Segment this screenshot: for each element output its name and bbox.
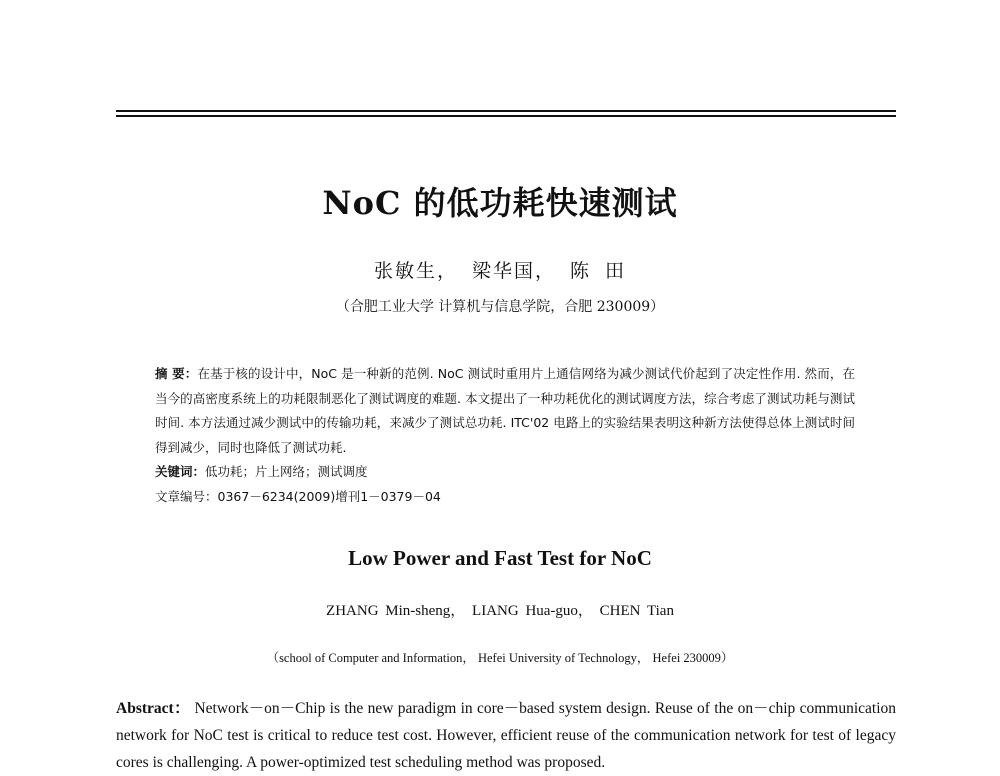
abstract-chinese-text: 在基于核的设计中，NoC 是一种新的范例. NoC 测试时重用片上通信网络为减少测试代价起到了决定性作用. 然而，在当今的高密度系统上的功耗限制恶化了测试调度的难题. 本文提出了一种功耗优化的测试调度方法，综合考虑了测试功耗与测试时间. 本方法通过减少测试中的传输功耗，来减少了测试总功耗. ITC'02 电路上的实验结果表明这种新方法使得总体上测试时间得到减少，同时也降低了测试功耗. <box>155 366 855 455</box>
title-chinese: NoC 的低功耗快速测试 <box>322 184 678 222</box>
abstract-chinese-label: 摘 要： <box>155 366 198 381</box>
abstract-english-text: Network－on－Chip is the new paradigm in core－based system design. Reuse of the on－chip communication network for NoC test is critical to reduce test cost. However, efficient reuse of the communication network for test of legacy cores is challenging. A power-optimized test scheduling method was proposed. <box>116 700 897 771</box>
abstract-english-label: Abstract： <box>116 700 191 717</box>
keywords-label: 关键词： <box>155 464 206 479</box>
header-rule-bottom <box>116 115 896 117</box>
header-rule-top <box>116 110 896 112</box>
abstract-chinese <box>155 362 855 460</box>
title-english: Low Power and Fast Test for NoC <box>348 546 652 570</box>
affiliation-chinese: （合肥工业大学 计算机与信息学院，合肥 230009） <box>335 299 665 315</box>
keywords-line <box>155 462 368 480</box>
article-number-text: 0367－6234(2009)增刊1－0379－04 <box>217 489 441 504</box>
authors-chinese: 张敏生， 梁华国， 陈 田 <box>373 260 627 282</box>
article-number-label: 文章编号： <box>155 489 218 504</box>
affiliation-english: （school of Computer and Information， Hefei University of Technology， Hefei 230009） <box>266 651 734 665</box>
authors-english: ZHANG Min-sheng， LIANG Hua-guo， CHEN Tian <box>326 603 674 619</box>
article-number-line <box>155 487 441 505</box>
keywords-text: 低功耗；片上网络；测试调度 <box>205 464 368 479</box>
abstract-english <box>116 695 896 776</box>
